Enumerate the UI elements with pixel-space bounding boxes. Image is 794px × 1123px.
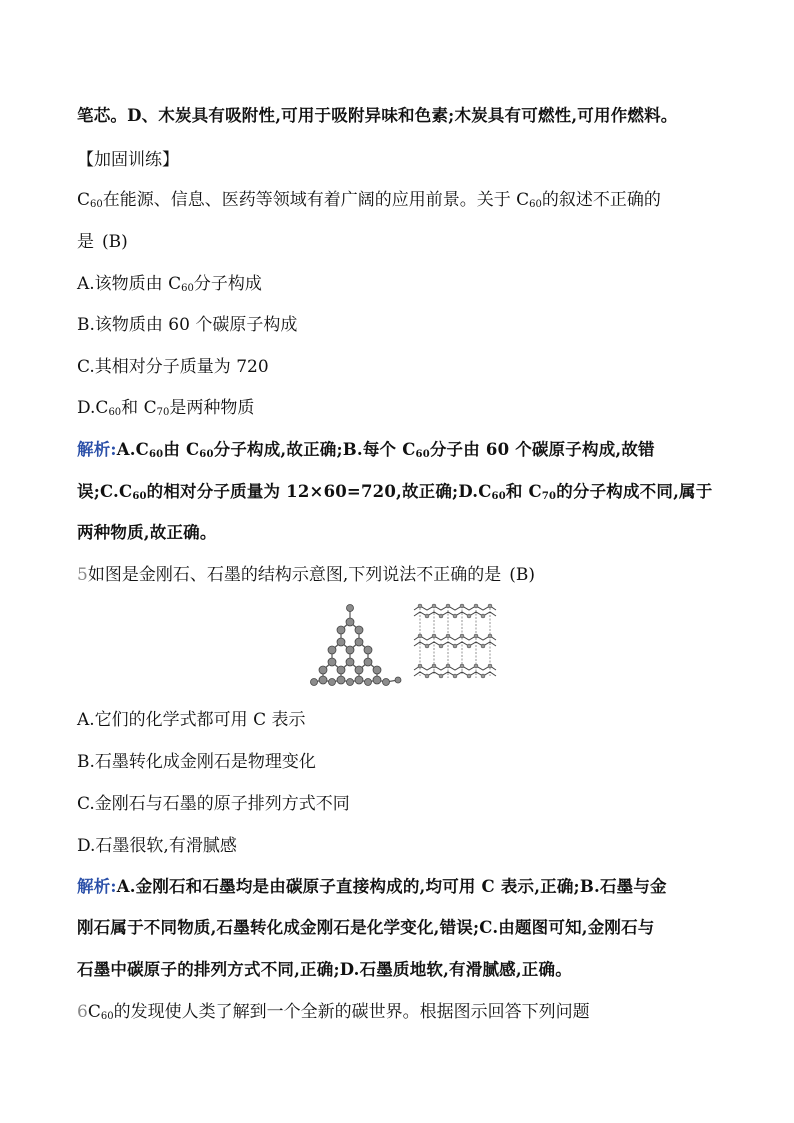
- question-5-option-c: C.金刚石与石墨的原子排列方式不同: [77, 794, 350, 814]
- question-6-stem: $6C_{60}$的发现使人类了解到一个全新的碳世界。根据图示回答下列问题: [77, 1002, 590, 1022]
- diamond-structure-diagram: [304, 600, 404, 688]
- question-c60-analysis-line2: 误$;C.C_{60}$的相对分子质量为 12×60=720,故正确$;D.C_{60}$和 $C_{70}$的分子构成不同,属于: [77, 482, 713, 502]
- question-5-analysis-line1: 解析:A.金刚石和石墨均是由碳原子直接构成的,均可用 C 表示,正确;B.石墨与金: [77, 877, 667, 896]
- question-number: 6: [77, 1002, 88, 1022]
- analysis-label: 解析:: [77, 440, 117, 459]
- question-c60-option-d: $D.C_{60}$和 $C_{70}$是两种物质: [77, 398, 255, 418]
- question-c60-option-b: B.该物质由 60 个碳原子构成: [77, 315, 298, 335]
- question-5-option-b: B.石墨转化成金刚石是物理变化: [77, 752, 316, 772]
- question-5-analysis-line3: 石墨中碳原子的排列方式不同,正确;D.石墨质地软,有滑腻感,正确。: [77, 960, 572, 979]
- question-5-answer: (B): [509, 565, 535, 585]
- question-5-stem: 5如图是金刚石、石墨的结构示意图,下列说法不正确的是 (B): [77, 565, 535, 585]
- question-number: 5: [77, 565, 88, 585]
- question-5-option-a: A.它们的化学式都可用 C 表示: [77, 710, 306, 730]
- question-c60-answer: (B): [102, 232, 128, 252]
- question-c60-option-a: A.该物质由 $C_{60}$分子构成: [77, 274, 262, 294]
- question-c60-analysis-line1: 解析$:A.C_{60}$由 $C_{60}$分子构成,故正确;B.每个 $C_{60}$分子由 60 个碳原子构成,故错: [77, 440, 655, 460]
- question-c60-stem-cont: 是 (B): [77, 232, 128, 252]
- question-5-analysis-line2: 刚石属于不同物质,石墨转化成金刚石是化学变化,错误;C.由题图可知,金刚石与: [77, 918, 655, 937]
- question-5-option-d: D.石墨很软,有滑腻感: [77, 836, 237, 856]
- question-c60-option-c: C.其相对分子质量为 720: [77, 357, 269, 377]
- previous-analysis-tail: 笔芯。D、木炭具有吸附性,可用于吸附异味和色素;木炭具有可燃性,可用作燃料。: [77, 106, 678, 125]
- section-title: 【加固训练】: [77, 150, 179, 170]
- question-c60-stem: $C_{60}$在能源、信息、医药等领域有着广阔的应用前景。关于 $C_{60}$的叙述不正确的: [77, 190, 661, 210]
- graphite-structure-diagram: [412, 602, 498, 682]
- analysis-label: 解析:: [77, 877, 117, 896]
- question-c60-analysis-line3: 两种物质,故正确。: [77, 523, 217, 542]
